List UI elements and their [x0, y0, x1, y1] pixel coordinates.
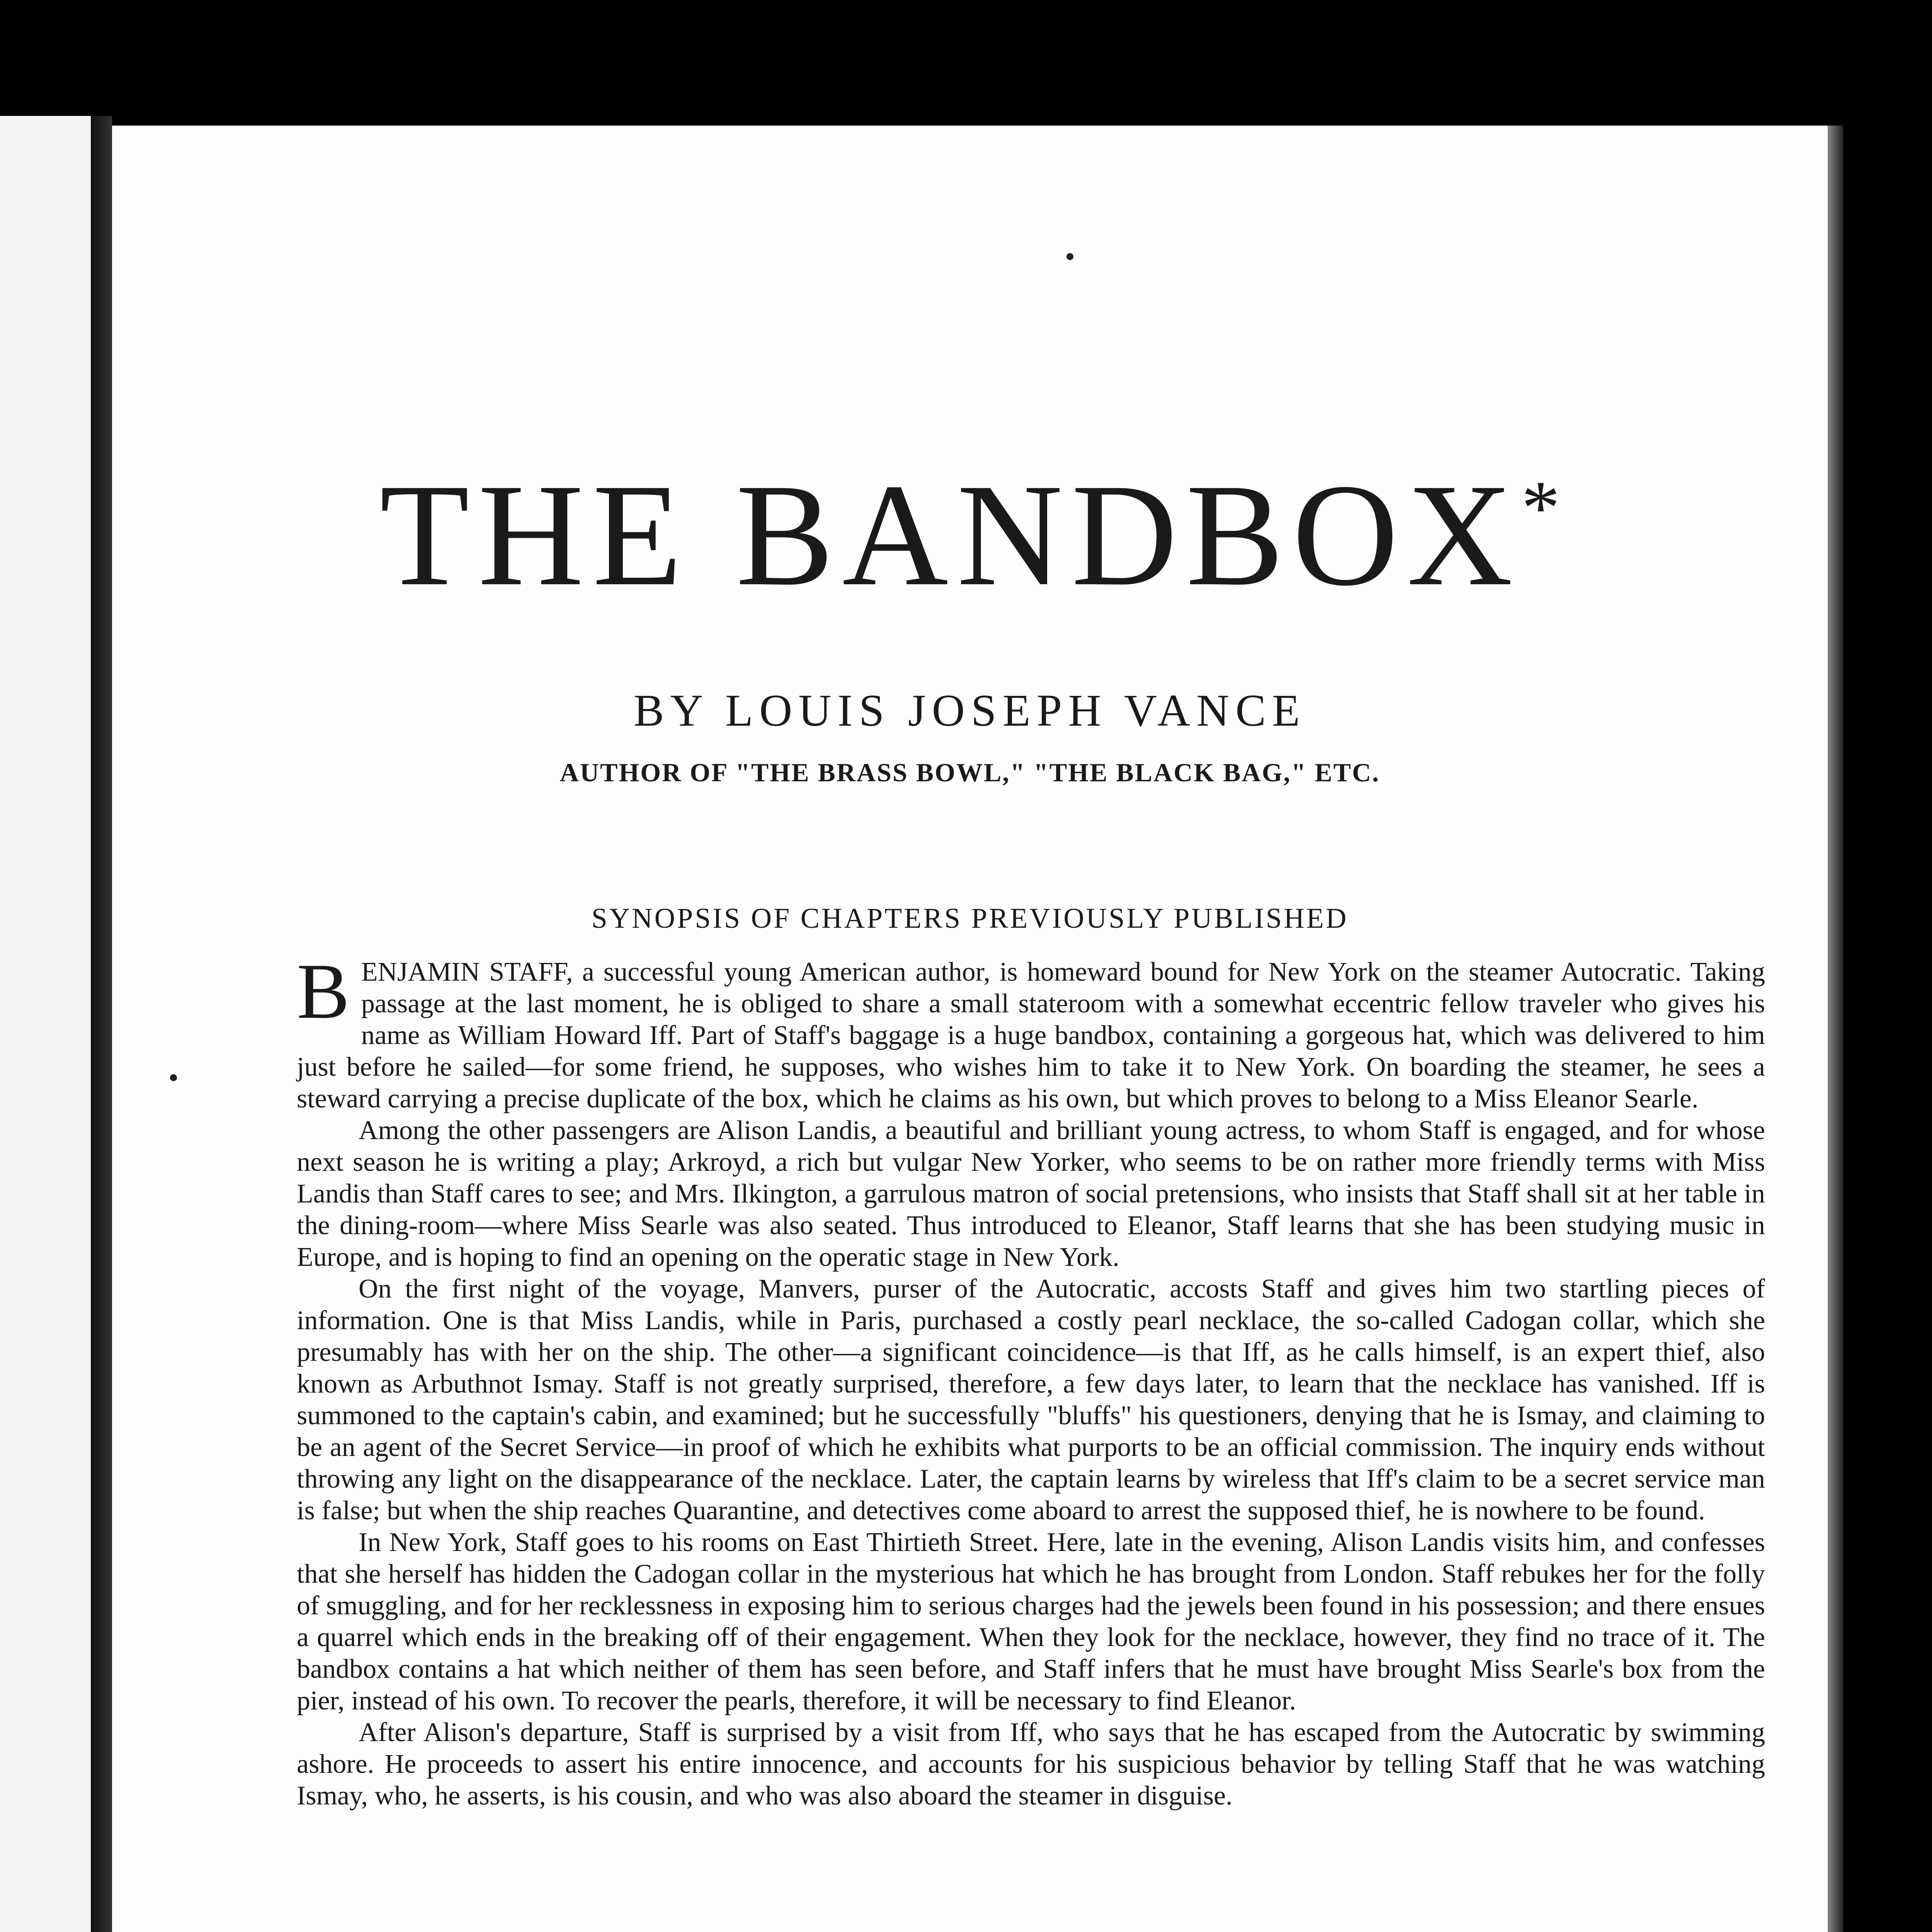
title-footnote-mark: *: [1521, 465, 1560, 551]
synopsis-paragraph: On the first night of the voyage, Manvers, purser of the Autocratic, accosts Staff and gives him two startling pieces of information. One is that Miss Landis, while in Paris, purchased a costly pearl necklace, the so-called Cadogan collar, which she presumably has with her on the ship. The other—a significant coincidence—is that Iff, as he calls himself, is an expert thief, also known as Arbuthnot Ismay. Staff is not greatly surprised, therefore, a few days later, to learn that the necklace has vanished. Iff is summoned to the captain's cabin, and examined; but he successfully "bluffs" his questioners, denying that he is Ismay, and claiming to be an agent of the Secret Service—in proof of which he exhibits what purports to be an official commission. The inquiry ends without throwing any light on the disappearance of the necklace. Later, the captain learns by wireless that Iff's claim to be a secret service man is false; but when the ship reaches Quarantine, and detectives come aboard to arrest the supposed thief, he is nowhere to be found.: [297, 1274, 1765, 1526]
print-speck: [1066, 253, 1073, 260]
synopsis-paragraph: In New York, Staff goes to his rooms on East Thirtieth Street. Here, late in the evening, Alison Landis visits him, and confesses that she herself has hidden the Cadogan collar in the mysterious hat which he has brought from London. Staff rebukes her for the folly of smuggling, and for her recklessness in exposing him to serious charges had the jewels been found in his possession; and there ensues a quarrel which ends in the breaking off of their engagement. When they look for the necklace, however, they find no trace of it. The bandbox contains a hat which neither of them has seen before, and Staff infers that he must have brought Miss Searle's box from the pier, instead of his own. To recover the pearls, therefore, it will be necessary to find Eleanor.: [297, 1527, 1765, 1716]
synopsis-paragraph: Among the other passengers are Alison Landis, a beautiful and brilliant young actress, to whom Staff is engaged, and for whose next season he is writing a play; Arkroyd, a rich but vulgar New Yorker, who seems to be on rather more friendly terms with Miss Landis than Staff cares to see; and Mrs. Ilkington, a garrulous matron of social pretensions, who insists that Staff shall sit at her table in the dining-room—where Miss Searle was also seated. Thus introduced to Eleanor, Staff learns that she has been studying music in Europe, and is hoping to find an opening on the operatic stage in New York.: [297, 1116, 1765, 1272]
book-spine-shadow: [91, 116, 112, 1932]
synopsis-heading: SYNOPSIS OF CHAPTERS PREVIOUSLY PUBLISHED: [591, 903, 1349, 934]
magazine-page: [112, 126, 1828, 1932]
synopsis-paragraph: After Alison's departure, Staff is surprised by a visit from Iff, who says that he has escaped from the Autocratic by swimming ashore. He proceeds to assert his entire innocence, and accounts for his suspicious behavior by telling Staff that he was watching Ismay, who, he asserts, is his cousin, and who was also aboard the steamer in disguise.: [297, 1718, 1765, 1811]
page-right-edge: [1828, 126, 1843, 1932]
drop-cap: B: [297, 947, 350, 1035]
previous-page-edge: [0, 116, 91, 1932]
byline: BY LOUIS JOSEPH VANCE: [633, 685, 1306, 736]
story-title: THE BANDBOX*: [379, 454, 1560, 616]
synopsis-text: [297, 947, 1765, 1812]
print-speck: [170, 1074, 177, 1081]
synopsis-paragraph: BENJAMIN STAFF, a successful young American author, is homeward bound for New York on the steamer Autocratic. Taking passage at the last moment, he is obliged to share a small stateroom with a somewhat eccentric fellow traveler who gives his name as William Howard Iff. Part of Staff's baggage is a huge bandbox, containing a gorgeous hat, which was delivered to him just before he sailed—for some friend, he supposes, who wishes him to take it to New York. On boarding the steamer, he sees a steward carrying a precise duplicate of the box, which he claims as his own, but which proves to belong to a Miss Eleanor Searle.: [297, 947, 1765, 1114]
author-credits: AUTHOR OF "THE BRASS BOWL," "THE BLACK BAG," ETC.: [560, 758, 1380, 787]
